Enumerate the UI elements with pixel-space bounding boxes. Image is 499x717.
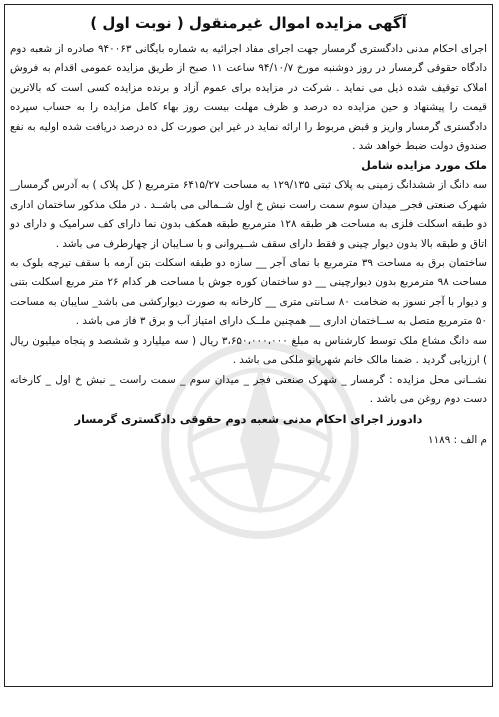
notice-title: آگهی مزایده اموال غیرمنقول ( نوبت اول ) bbox=[90, 14, 407, 32]
valuation-paragraph: سه دانگ مشاع ملک توسط کارشناس به مبلغ ۳،۶۵۰،۰۰۰،۰۰۰ ریال ( سه میلیارد و ششصد و پنجاه میلیون ریال ) ارزیابی گردید . ضمنا مالک خانم شهربانو ملکی می باشد . bbox=[10, 334, 487, 367]
section-heading: ملک مورد مزایده شامل bbox=[361, 159, 487, 173]
reference-number: م الف : ۱۱۸۹ bbox=[428, 434, 487, 447]
property-paragraph-2: ساختمان برق به مساحت ۳۹ مترمربع با نمای آجر __ سازه دو طبقه اسکلت بتن آرمه با سقف تیرچه بلوک به مساحت ۹۸ مترمربع بدون دیوارچینی __ دو ساختمان کوره جوش با مساحت هر کدام ۲۶ متر مربع اسکلت بتنی و دیوار با آجر نسوز به ضخامت ۸۰ سـانتی متری __ کارخانه به صورت دیوارکشی می باشد_ سایبان به مساحت ۵۰ مترمربع متصل به ســاختمان اداری __ همچنین ملــک دارای امتیاز آب و برق ۳ فاز می باشد . bbox=[10, 257, 487, 328]
address-paragraph: نشــانی محل مزایده : گرمسار _ شهرک صنعتی فجر _ میدان سوم _ سمت راست _ نبش خ اول _ کارخانه دست دوم روغن می باشد . bbox=[10, 373, 487, 405]
signature-line: دادورز اجرای احکام مدنی شعبه دوم حقوقی دادگستری گرمسار bbox=[74, 413, 423, 427]
notice-content bbox=[10, 10, 487, 450]
intro-paragraph: اجرای احکام مدنی دادگستری گرمسار جهت اجرای مفاد اجرائیه به شماره بایگانی ۹۴۰۰۶۳ صادره از شعبه دوم دادگاه حقوقی گرمسار در روز دوشنبه مورخ ۹۴/۱۰/۷ ساعت ۱۱ صبح از طریق مزایده عمومی اقدام به فروش املاک توقیف شده ذیل می نماید . شرکت در مزایده برای عموم آزاد و برنده مزایده کسی است که بالاترین قیمت را پیشنهاد و حین مزایده ده درصد و ظرف مهلت بیست روز بهاء کامل مزایده را به حساب سپرده دادگستری گرمسار واریز و قبض مربوط را ارائه نماید در غیر این صورت کل ده درصد دریافت شده اولیه به نفع صندوق دولت ضبط خواهد شد . bbox=[10, 43, 487, 153]
property-paragraph-1: سه دانگ از ششدانگ زمینی به پلاک ثبتی ۱۲۹/۱۳۵ به مساحت ۶۴۱۵/۲۷ مترمربع ( کل پلاک ) به آدرس گرمسار_ شهرک صنعتی فجر_ میدان سوم سمت راست نبش خ اول شــمالی می باشــد . در ملک مذکور ساختمان اداری دو طبقه اسکلت فلزی به مساحت هر طبقه ۱۲۸ مترمربع طبقه همکف بدون نما دارای کف سرامیک و دارای دو اتاق و طبقه بالا بدون دیوار چینی و فقط دارای سقف شــیروانی و با سـایبان از چهارطرف می باشد . bbox=[10, 179, 488, 250]
